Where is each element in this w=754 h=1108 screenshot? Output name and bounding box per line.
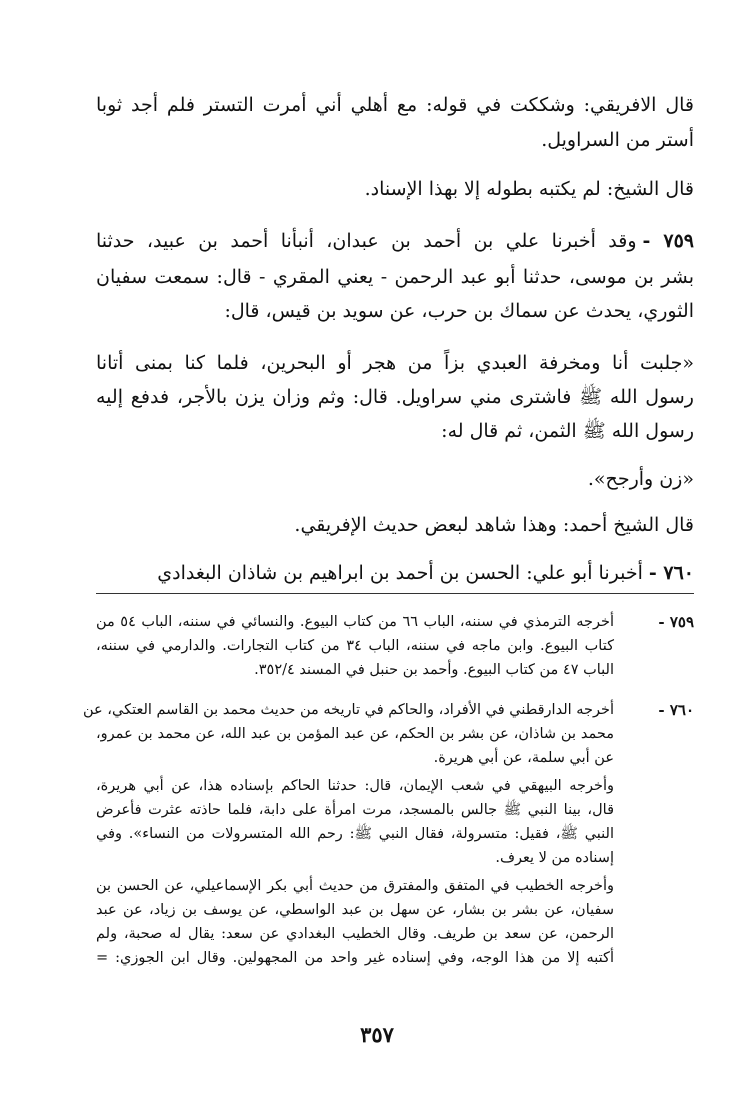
footnote-760-line-8: وأخرجه الخطيب في المتفق والمفترق من حديث أبي بكر الإسماعيلي، عن الحسن بن <box>96 878 614 894</box>
footnote-760-line-4: وأخرجه البيهقي في شعب الإيمان، قال: حدثنا الحاكم بإسناده هذا، عن أبي هريرة، <box>96 778 614 794</box>
footnote-760-line-7: إسناده من لا يعرف. <box>495 850 614 866</box>
footnote-number-759: ٧٥٩ - <box>658 613 694 631</box>
footnote-760-line-3: عن أبي سلمة، عن أبي هريرة. <box>433 750 614 766</box>
hadith-759-line-1 <box>96 224 694 258</box>
footnote-760 <box>83 698 694 1018</box>
main-line-3: قال الشيخ: لم يكتبه بطوله إلا بهذا الإسناد. <box>364 178 694 200</box>
main-text <box>96 0 694 600</box>
main-line-5: بشر بن موسى، حدثنا أبو عبد الرحمن - يعني المقري - قال: سمعت سفيان <box>96 266 694 288</box>
footnote-759-line-3: الباب ٤٧ من كتاب البيوع. وأحمد بن حنبل في المسند ٣٥٢/٤. <box>254 662 614 678</box>
footnote-759-line-1: أخرجه الترمذي في سننه، الباب ٦٦ من كتاب البيوع. والنسائي في سننه، الباب ٥٤ من <box>96 614 614 630</box>
main-line-2: أستر من السراويل. <box>541 129 694 151</box>
footnote-divider <box>96 593 694 594</box>
hadith-760-text: أخبرنا أبو علي: الحسن بن أحمد بن ابراهيم بن شاذان البغدادي <box>157 562 643 584</box>
footnote-759-line-2: كتاب البيوع. وابن ماجه في سننه، الباب ٣٤ من كتاب التجارات. والدارمي في سننه، <box>96 638 614 654</box>
main-line-7: «جلبت أنا ومخرفة العبدي بزاً من هجر أو البحرين، فلما كنا بمنى أتانا <box>96 352 694 374</box>
main-line-10: «زن وأرجح». <box>587 468 694 490</box>
hadith-number-760: ٧٦٠ - <box>648 562 694 584</box>
footnote-number-760: ٧٦٠ - <box>658 701 694 719</box>
main-line-1: قال الافريقي: وشككت في قوله: مع أهلي أني أمرت التستر فلم أجد ثوبا <box>96 94 694 116</box>
main-line-9: رسول الله ﷺ الثمن، ثم قال له: <box>441 420 694 442</box>
page-number: ٣٥٧ <box>360 1022 394 1047</box>
main-line-6: الثوري، يحدث عن سماك بن حرب، عن سويد بن قيس، قال: <box>224 300 694 322</box>
hadith-number-759: ٧٥٩ - <box>642 230 694 252</box>
main-line-11: قال الشيخ أحمد: وهذا شاهد لبعض حديث الإفريقي. <box>294 514 694 536</box>
footnote-759 <box>96 610 694 690</box>
footnote-760-line-5: قال، بينا النبي ﷺ جالس بالمسجد، مرت امرأة على دابة، فلما حاذته عثرت فأعرض <box>96 802 614 818</box>
footnote-760-line-1: أخرجه الدارقطني في الأفراد، والحاكم في تاريخه من حديث محمد بن القاسم العتكي، عن <box>83 702 614 718</box>
footnote-760-line-9: سفيان، عن بشر بن بشار، عن سهل بن عبد الواسطي، عن يوسف بن زياد، عن عبد <box>96 902 614 918</box>
footnote-760-line-11: أكتبه إلا من هذا الوجه، وفي إسناده غير واحد من المجهولين. وقال ابن الجوزي: = <box>96 950 614 966</box>
footnote-760-line-2: محمد بن شاذان، عن بشر بن الحكم، عن عبد المؤمن بن عبد الله، عن محمد بن عمرو، <box>96 726 614 742</box>
footnote-760-line-10: الرحمن، عن سعد بن طريف. وقال الخطيب البغدادي عن سعد: يقال له صحبة، ولم <box>96 926 614 942</box>
footnote-760-line-6: النبي ﷺ، فقيل: متسرولة، فقال النبي ﷺ: رحم الله المتسرولات من النساء». وفي <box>96 826 614 842</box>
hadith-760-line-1 <box>96 556 694 590</box>
main-line-8: رسول الله ﷺ فاشترى مني سراويل. قال: وثم وزان يزن بالأجر، فدفع إليه <box>96 386 694 408</box>
hadith-759-text: وقد أخبرنا علي بن أحمد بن عبدان، أنبأنا أحمد بن عبيد، حدثنا <box>96 230 637 252</box>
